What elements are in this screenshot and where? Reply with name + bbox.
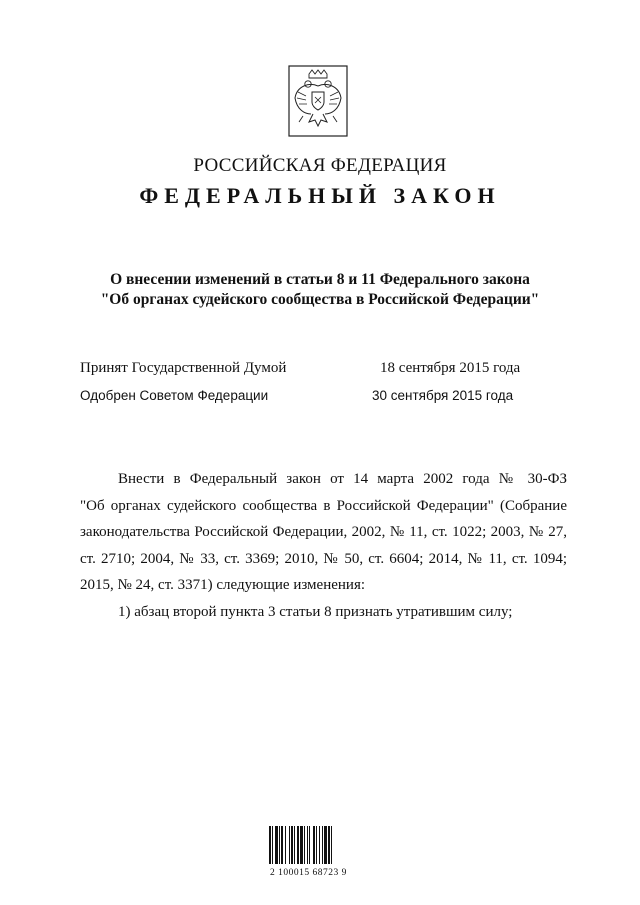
body-line: 2015, № 24, ст. 3371) следующие изменения: <box>80 577 366 593</box>
russian-coat-of-arms-icon <box>287 64 349 138</box>
law-type-heading: ФЕДЕРАЛЬНЫЙ ЗАКОН <box>139 183 501 208</box>
document-barcode <box>268 818 368 888</box>
law-body <box>80 466 567 625</box>
adoption-label: Принят Государственной Думой <box>80 360 287 376</box>
body-line: законодательства Российской Федерации, 2002, № 11, ст. 1022; 2003, № 27, <box>80 524 567 540</box>
adoption-date: 18 сентября 2015 года <box>380 360 521 376</box>
body-line: Внести в Федеральный закон от 14 марта 2002 года № 30-ФЗ <box>118 471 567 487</box>
law-title: О внесении изменений в статьи 8 и 11 Федерального закона "Об органах судейского сообщества в Российской Федерации" <box>100 271 540 308</box>
barcode-number: 2 100015 68723 9 <box>270 868 347 878</box>
body-line: ст. 2710; 2004, № 33, ст. 3369; 2010, № 50, ст. 6604; 2014, № 11, ст. 1094; <box>80 550 567 567</box>
barcode-icon <box>268 826 360 864</box>
country-name: РОССИЙСКАЯ ФЕДЕРАЦИЯ <box>193 155 447 176</box>
body-line: "Об органах судейского сообщества в Российской Федерации" (Собрание <box>80 497 567 514</box>
amendment-item-1: 1) абзац второй пункта 3 статьи 8 признать утратившим силу; <box>118 603 513 620</box>
adoption-date: 30 сентября 2015 года <box>372 388 514 403</box>
adoption-label: Одобрен Советом Федерации <box>80 388 269 403</box>
